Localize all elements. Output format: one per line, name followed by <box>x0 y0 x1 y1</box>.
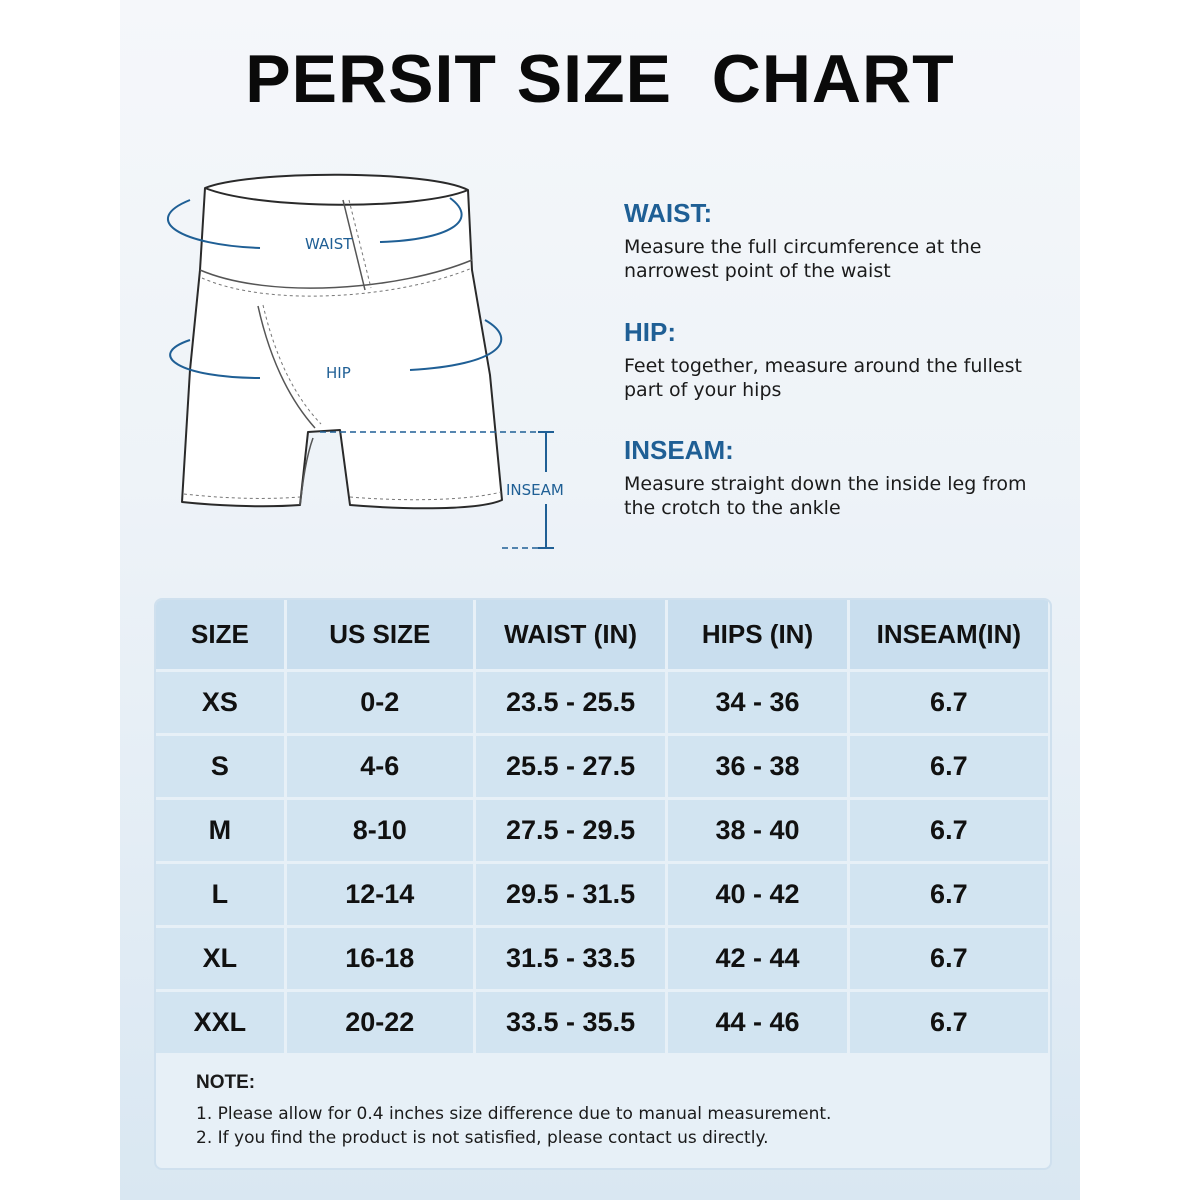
cell-us-size: 0-2 <box>287 672 473 733</box>
table-row <box>156 928 1048 989</box>
waist-definition <box>624 198 1044 283</box>
cell-size: M <box>156 800 284 861</box>
cell-hips: 34 - 36 <box>668 672 846 733</box>
table-header-row <box>156 600 1048 669</box>
cell-size: S <box>156 736 284 797</box>
inseam-text: Measure straight down the inside leg from the crotch to the ankle <box>624 473 1027 519</box>
note-section <box>196 1072 1016 1150</box>
cell-hips: 44 - 46 <box>668 992 846 1053</box>
cell-hips: 42 - 44 <box>668 928 846 989</box>
header-hips: HIPS (IN) <box>668 600 846 669</box>
cell-inseam: 6.7 <box>850 800 1048 861</box>
waist-text: Measure the full circumference at the narrowest point of the waist <box>624 236 982 282</box>
header-waist: WAIST (IN) <box>476 600 666 669</box>
cell-inseam: 6.7 <box>850 736 1048 797</box>
table-row <box>156 736 1048 797</box>
cell-size: L <box>156 864 284 925</box>
header-inseam: INSEAM(IN) <box>850 600 1048 669</box>
cell-inseam: 6.7 <box>850 928 1048 989</box>
cell-size: XS <box>156 672 284 733</box>
table-row <box>156 992 1048 1053</box>
cell-waist: 33.5 - 35.5 <box>476 992 666 1053</box>
cell-us-size: 4-6 <box>287 736 473 797</box>
header-size: SIZE <box>156 600 284 669</box>
note-heading: NOTE: <box>196 1072 256 1093</box>
cell-us-size: 16-18 <box>287 928 473 989</box>
inseam-definition <box>624 435 1044 520</box>
cell-size: XL <box>156 928 284 989</box>
shorts-outline <box>182 175 502 509</box>
table-row <box>156 864 1048 925</box>
cell-hips: 38 - 40 <box>668 800 846 861</box>
note-line-1: 1. Please allow for 0.4 inches size difference due to manual measurement. <box>196 1104 832 1124</box>
waist-heading: WAIST: <box>624 198 713 228</box>
cell-us-size: 12-14 <box>287 864 473 925</box>
hip-heading: HIP: <box>624 317 676 347</box>
cell-waist: 25.5 - 27.5 <box>476 736 666 797</box>
header-us-size: US SIZE <box>287 600 473 669</box>
table-row <box>156 672 1048 733</box>
hip-text: Feet together, measure around the fullest part of your hips <box>624 355 1022 401</box>
size-table <box>154 598 1051 1056</box>
inseam-heading: INSEAM: <box>624 435 734 465</box>
cell-inseam: 6.7 <box>850 672 1048 733</box>
cell-us-size: 20-22 <box>287 992 473 1053</box>
cell-hips: 40 - 42 <box>668 864 846 925</box>
shorts-diagram <box>150 160 590 560</box>
cell-size: XXL <box>156 992 284 1053</box>
cell-inseam: 6.7 <box>850 992 1048 1053</box>
cell-waist: 31.5 - 33.5 <box>476 928 666 989</box>
cell-waist: 29.5 - 31.5 <box>476 864 666 925</box>
cell-waist: 23.5 - 25.5 <box>476 672 666 733</box>
inseam-label: INSEAM <box>506 481 564 499</box>
hip-label: HIP <box>326 364 351 382</box>
cell-us-size: 8-10 <box>287 800 473 861</box>
cell-inseam: 6.7 <box>850 864 1048 925</box>
cell-hips: 36 - 38 <box>668 736 846 797</box>
hip-definition <box>624 317 1044 402</box>
table-row <box>156 800 1048 861</box>
size-table-panel <box>154 598 1052 1170</box>
page-title: PERSIT SIZE CHART <box>245 41 955 117</box>
cell-waist: 27.5 - 29.5 <box>476 800 666 861</box>
waist-label: WAIST <box>305 235 353 253</box>
note-line-2: 2. If you find the product is not satisfied, please contact us directly. <box>196 1128 769 1148</box>
